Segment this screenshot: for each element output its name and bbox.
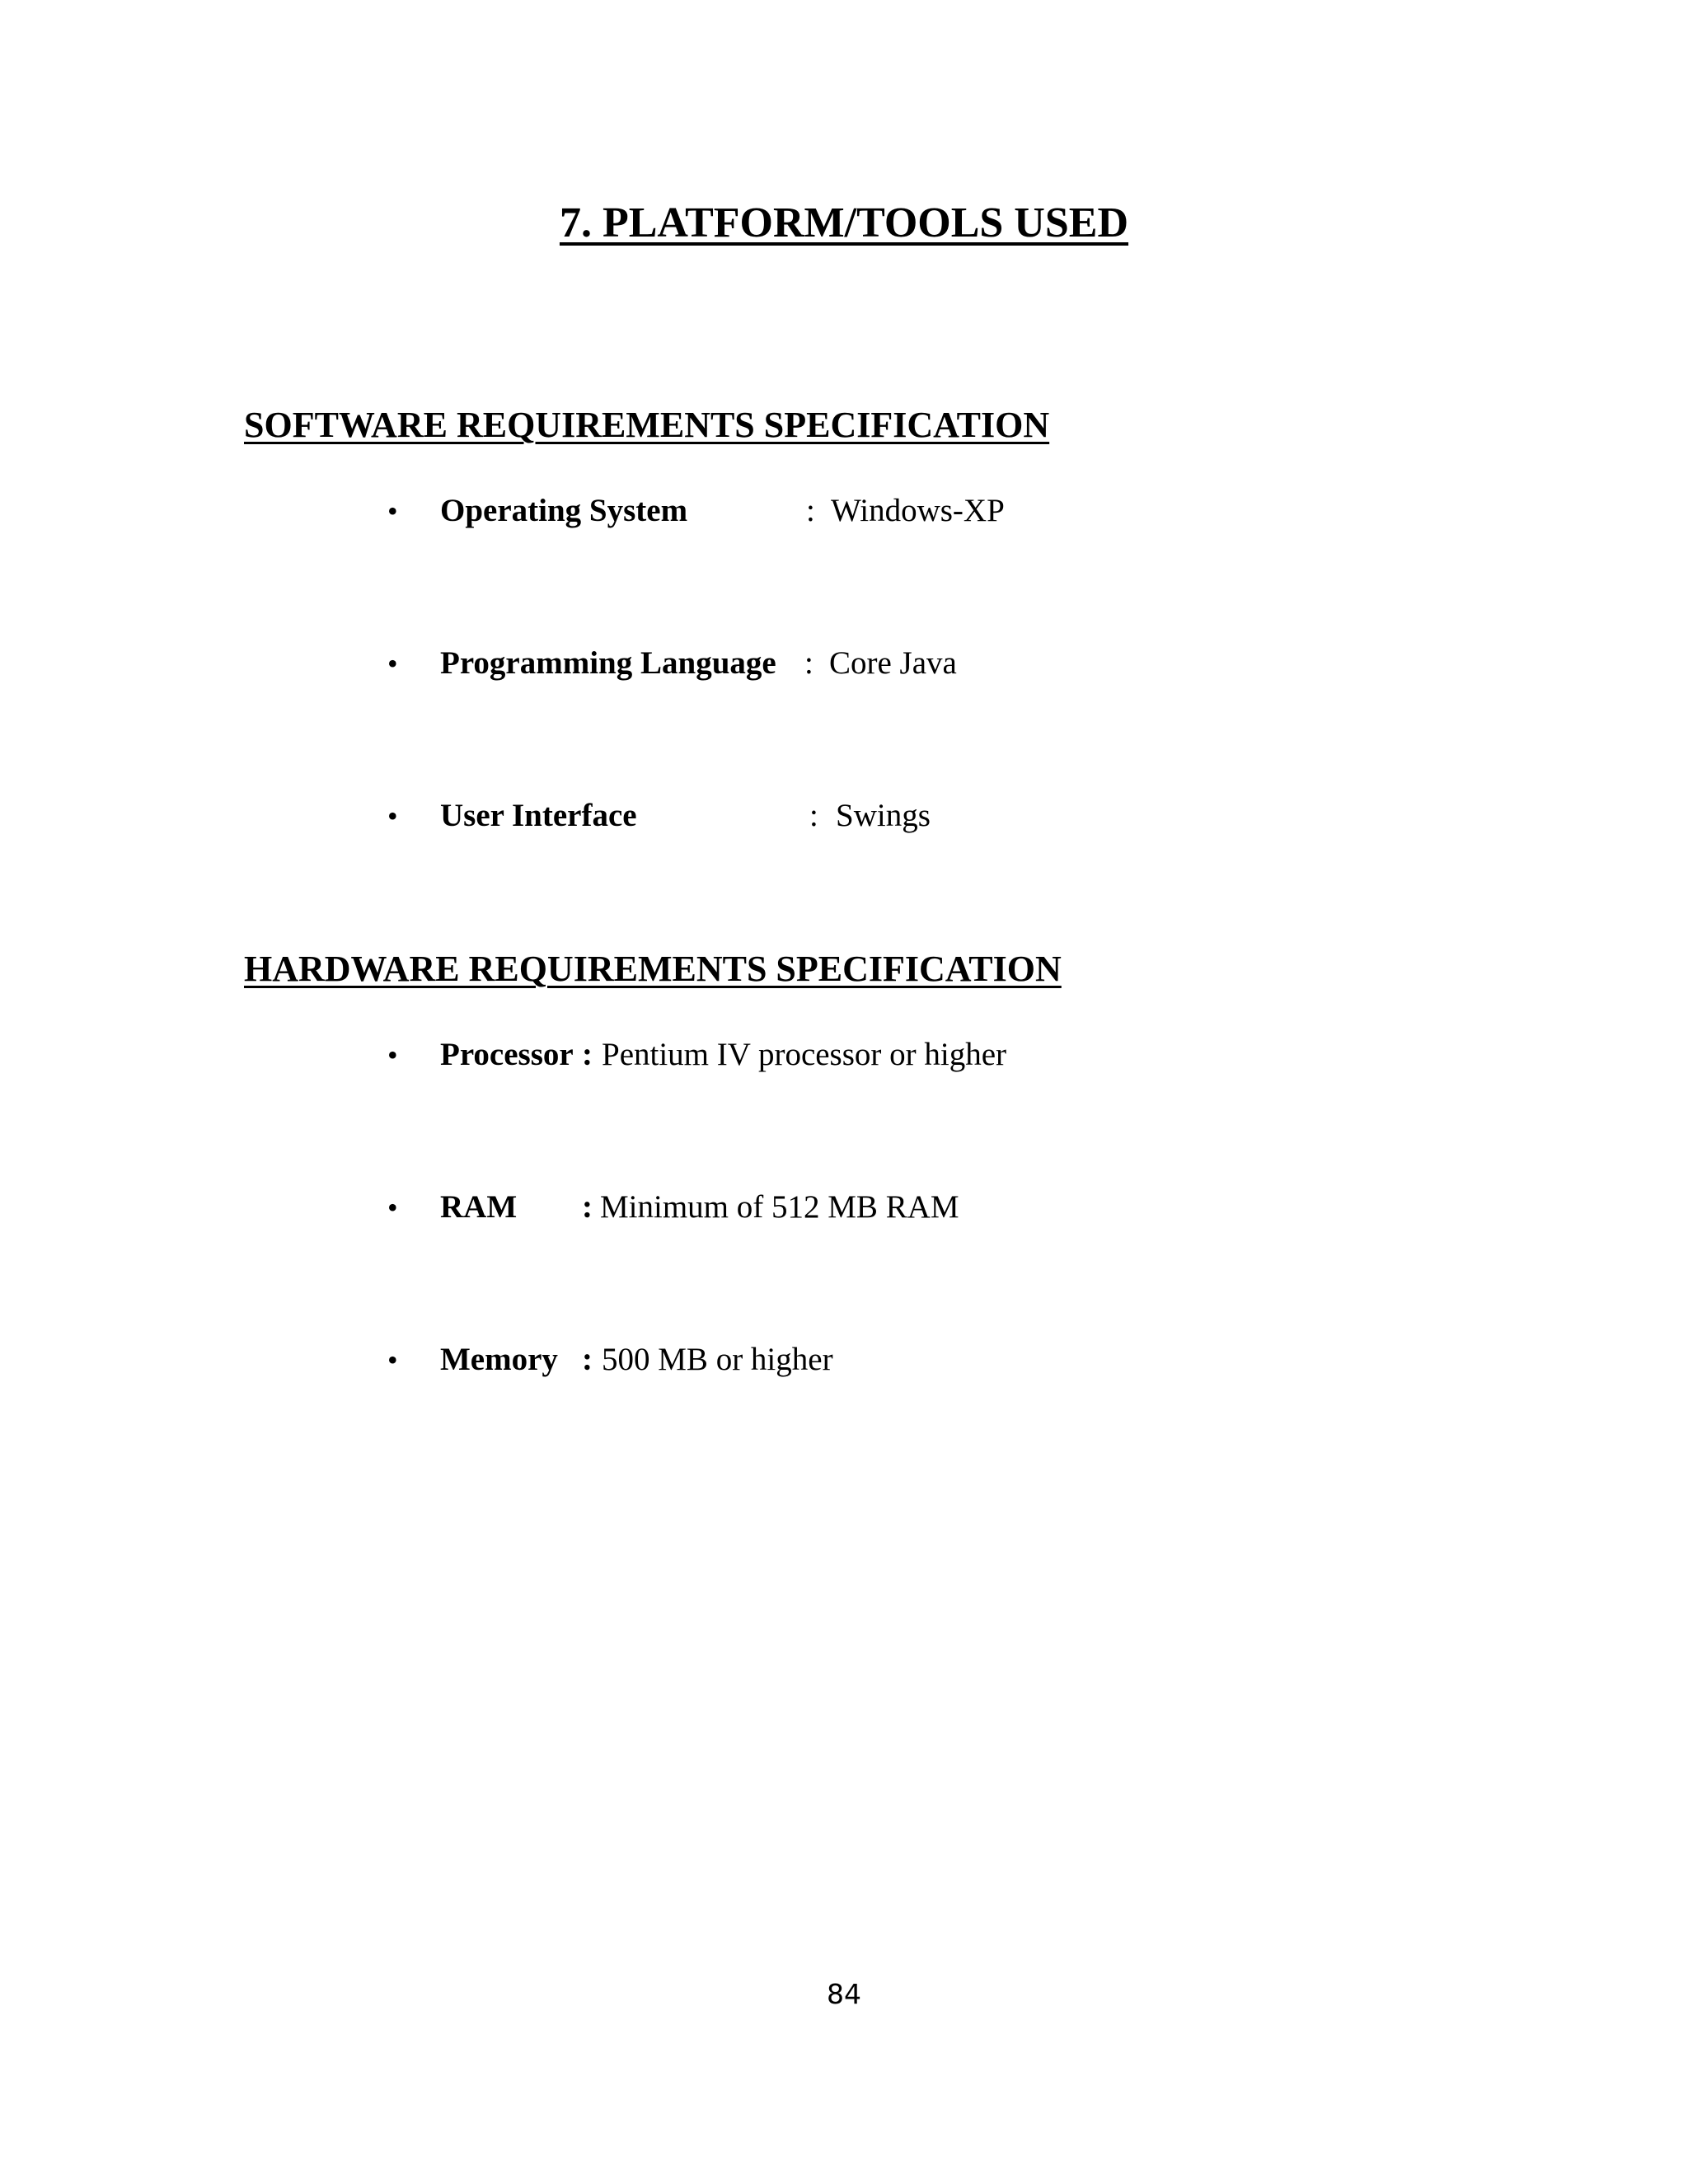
bullet-icon: • xyxy=(387,1038,398,1071)
bullet-icon: • xyxy=(387,1343,398,1376)
item-value: Windows-XP xyxy=(831,493,1005,528)
item-separator: : xyxy=(582,1189,593,1225)
item-separator: : xyxy=(582,1037,593,1072)
bullet-icon: • xyxy=(387,1191,398,1224)
bullet-icon: • xyxy=(387,647,398,680)
item-label: Operating System xyxy=(440,493,688,528)
item-separator: : xyxy=(804,645,814,681)
item-separator: : xyxy=(809,798,818,833)
item-label: Programming Language xyxy=(440,645,776,681)
item-label: Processor xyxy=(440,1037,574,1072)
software-requirements-heading xyxy=(244,401,1049,450)
item-label: RAM xyxy=(440,1189,518,1225)
bullet-icon: • xyxy=(387,799,398,832)
item-value: 500 MB or higher xyxy=(602,1342,833,1377)
item-separator: : xyxy=(582,1342,593,1377)
software-requirements-heading-text: SOFTWARE REQUIREMENTS SPECIFICATION xyxy=(244,405,1050,445)
hardware-requirements-heading-text: HARDWARE REQUIREMENTS SPECIFICATION xyxy=(244,949,1062,989)
page-title xyxy=(0,194,1688,252)
item-label: Memory xyxy=(440,1342,558,1377)
item-value: Core Java xyxy=(829,645,957,681)
bullet-icon: • xyxy=(387,494,398,527)
page-number: 84 xyxy=(827,1978,861,2010)
item-value: Minimum of 512 MB RAM xyxy=(600,1189,959,1225)
hardware-requirements-heading xyxy=(244,944,1062,994)
item-separator: : xyxy=(806,493,815,528)
page-title-text: 7. PLATFORM/TOOLS USED xyxy=(559,199,1129,246)
item-label: User Interface xyxy=(440,798,637,833)
item-value: Swings xyxy=(836,798,931,833)
item-value: Pentium IV processor or higher xyxy=(602,1037,1007,1072)
